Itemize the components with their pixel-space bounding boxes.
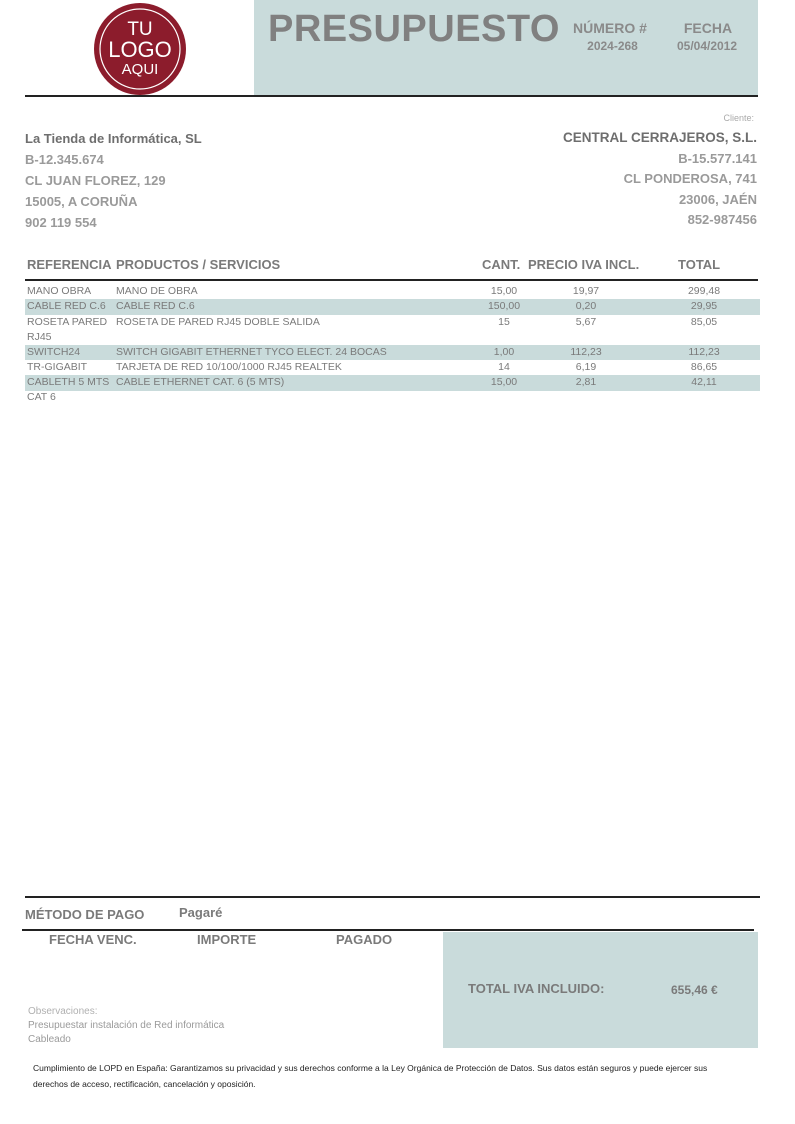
table-divider <box>25 279 758 281</box>
notes-line-1: Presupuestar instalación de Red informática <box>28 1020 225 1031</box>
row-price: 19,97 <box>572 285 600 297</box>
client-address: CL PONDEROSA, 741 <box>623 171 757 186</box>
number-label: NÚMERO # <box>573 20 647 36</box>
row-reference: SWITCH24 <box>27 346 81 358</box>
row-price: 2,81 <box>575 376 597 388</box>
seller-tax-id: B-12.345.674 <box>25 152 104 167</box>
row-description: ROSETA DE PARED RJ45 DOBLE SALIDA <box>116 316 320 328</box>
row-reference: ROSETA PARED RJ45 <box>27 316 108 344</box>
seller-name: La Tienda de Informática, SL <box>25 131 202 146</box>
client-tax-id: B-15.577.141 <box>678 150 757 166</box>
payment-method-value: Pagaré <box>179 905 223 920</box>
row-reference: CABLE RED C.6 <box>27 300 106 312</box>
row-quantity: 15 <box>498 316 510 328</box>
row-quantity: 150,00 <box>487 300 521 312</box>
row-price: 0,20 <box>575 300 597 312</box>
column-header-total: TOTAL <box>678 257 721 272</box>
logo-line-1: TU <box>127 19 153 40</box>
row-price: 112,23 <box>570 346 602 358</box>
row-total: 42,11 <box>691 376 717 388</box>
seller-phone: 902 119 554 <box>25 215 97 230</box>
row-reference: TR-GIGABIT <box>27 361 88 373</box>
column-header-reference: REFERENCIA <box>27 257 112 272</box>
payment-divider-top <box>25 896 760 898</box>
notes-label: Observaciones: <box>28 1006 98 1017</box>
total-label: TOTAL IVA INCLUIDO: <box>468 981 605 996</box>
payment-method-label: MÉTODO DE PAGO <box>25 907 145 922</box>
client-name: CENTRAL CERRAJEROS, S.L. <box>562 130 757 145</box>
row-quantity: 1,00 <box>493 346 515 358</box>
row-quantity: 15,00 <box>490 285 518 297</box>
row-quantity: 15,00 <box>490 376 518 388</box>
row-total: 85,05 <box>690 316 718 328</box>
row-reference: MANO OBRA <box>27 285 92 297</box>
notes-block <box>28 1005 224 1047</box>
row-description: CABLE ETHERNET CAT. 6 (5 MTS) <box>116 376 285 388</box>
date-label: FECHA <box>683 20 733 36</box>
table-row <box>25 345 760 360</box>
table-row <box>25 299 760 315</box>
row-total: 86,65 <box>690 361 718 373</box>
row-description: CABLE RED C.6 <box>116 300 195 312</box>
seller-city: 15005, A CORUÑA <box>25 194 138 209</box>
table-row <box>25 375 760 404</box>
column-header-price: PRECIO IVA INCL. <box>528 257 640 272</box>
due-date-header: FECHA VENC. <box>49 932 137 947</box>
total-value: 655,46 € <box>671 983 718 997</box>
table-row <box>25 360 760 375</box>
column-header-quantity: CANT. <box>482 257 521 272</box>
paid-header: PAGADO <box>336 932 393 947</box>
legal-notice <box>33 1061 758 1092</box>
row-total: 112,23 <box>688 346 720 358</box>
row-quantity: 14 <box>498 361 510 373</box>
row-price: 5,67 <box>575 316 597 328</box>
table-row <box>25 315 760 345</box>
row-description: MANO DE OBRA <box>116 285 198 297</box>
line-items <box>25 284 760 404</box>
client-city: 23006, JAÉN <box>678 191 757 207</box>
row-price: 6,19 <box>575 361 597 373</box>
logo-line-2: LOGO <box>108 37 172 62</box>
amount-header: IMPORTE <box>197 932 257 947</box>
seller-block <box>25 128 202 233</box>
number-value: 2024-268 <box>587 39 638 53</box>
client-phone: 852-987456 <box>687 212 757 227</box>
row-description: SWITCH GIGABIT ETHERNET TYCO ELECT. 24 BOCAS <box>116 346 387 358</box>
header-divider <box>25 95 758 97</box>
client-block <box>563 128 757 231</box>
table-row <box>25 284 760 299</box>
seller-address: CL JUAN FLOREZ, 129 <box>25 173 166 188</box>
row-total: 299,48 <box>687 285 721 297</box>
column-header-product: PRODUCTOS / SERVICIOS <box>116 257 281 272</box>
client-label: Cliente: <box>723 113 754 123</box>
company-logo <box>92 2 188 96</box>
payment-divider-bottom <box>22 929 754 931</box>
date-value: 05/04/2012 <box>676 39 738 53</box>
legal-line-1: Cumplimiento de LOPD en España: Garantizamos su privacidad y sus derechos conforme a la Ley Orgánica de Protección de Datos. Sus datos están seguros y puede ejercer sus <box>33 1063 708 1073</box>
document-title: PRESUPUESTO <box>268 8 560 50</box>
row-total: 29,95 <box>690 300 718 312</box>
logo-line-3: AQUI <box>121 61 159 78</box>
row-reference: CABLETH 5 MTS CAT 6 <box>27 376 110 404</box>
notes-line-2: Cableado <box>28 1034 71 1045</box>
row-description: TARJETA DE RED 10/100/1000 RJ45 REALTEK <box>116 361 342 373</box>
legal-line-2: derechos de acceso, rectificación, cancelación y oposición. <box>33 1078 256 1089</box>
